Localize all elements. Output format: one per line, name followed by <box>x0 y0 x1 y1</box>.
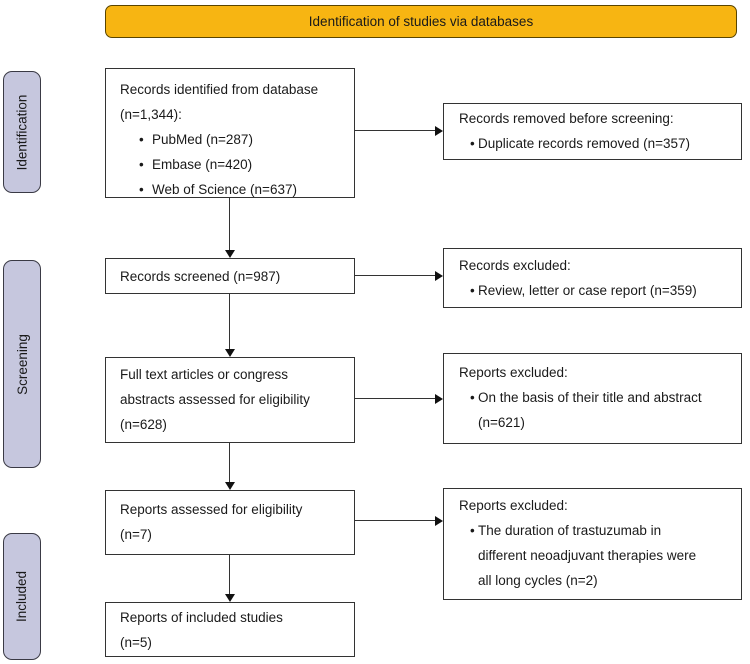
reports-excluded-ta-bullet-line1: • On the basis of their title and abstract <box>444 385 741 410</box>
stage-included-label: Included <box>14 570 30 623</box>
arrow-right-icon <box>435 516 443 526</box>
connector-identified-to-removed <box>355 130 436 131</box>
arrow-right-icon <box>435 394 443 404</box>
connector-identified-to-screened <box>229 198 230 251</box>
reports-assessed-line2: (n=7) <box>120 527 152 542</box>
reports-excluded-dur-bullet-line3: all long cycles (n=2) <box>478 573 598 588</box>
stage-screening-label: Screening <box>14 333 30 395</box>
reports-excluded-dur-bullet-line2: different neoadjuvant therapies were <box>478 548 697 563</box>
fulltext-line2: abstracts assessed for eligibility <box>120 392 310 407</box>
box-reports-excluded-title-abstract <box>443 353 742 444</box>
banner-identification-via-databases <box>105 5 737 38</box>
reports-included-line1: Reports of included studies <box>120 610 283 625</box>
box-records-excluded <box>443 248 742 308</box>
connector-screened-to-fulltext <box>229 294 230 350</box>
connector-assessed-to-included <box>229 555 230 595</box>
records-identified-bullet-wos: • Web of Science (n=637) <box>106 177 354 202</box>
reports-excluded-ta-bullet-line2: (n=621) <box>478 415 525 430</box>
stage-identification-label: Identification <box>14 94 30 170</box>
connector-fulltext-to-excluded <box>355 398 436 399</box>
arrow-right-icon <box>435 126 443 136</box>
reports-excluded-dur-title: Reports excluded: <box>459 498 568 513</box>
records-excluded-title: Records excluded: <box>459 258 571 273</box>
records-screened-line1: Records screened (n=987) <box>120 268 281 284</box>
reports-included-line2: (n=5) <box>120 635 152 650</box>
arrow-down-icon <box>225 482 235 490</box>
box-records-removed-before-screening <box>443 103 742 160</box>
removed-before-screening-bullet: • Duplicate records removed (n=357) <box>444 131 741 156</box>
fulltext-line3: (n=628) <box>120 417 167 432</box>
records-identified-line1: Records identified from database <box>120 82 319 97</box>
box-reports-included <box>105 602 355 657</box>
records-identified-line2: (n=1,344): <box>120 107 182 122</box>
arrow-down-icon <box>225 250 235 258</box>
box-fulltext-assessed <box>105 357 355 443</box>
box-records-screened <box>105 258 355 294</box>
records-identified-bullet-embase: • Embase (n=420) <box>106 152 354 177</box>
stage-identification <box>3 71 41 193</box>
fulltext-line1: Full text articles or congress <box>120 367 289 382</box>
arrow-down-icon <box>225 349 235 357</box>
connector-assessed-to-excluded <box>355 520 436 521</box>
stage-included <box>3 533 41 660</box>
reports-excluded-ta-title: Reports excluded: <box>459 365 568 380</box>
stage-screening <box>3 260 41 468</box>
removed-before-screening-title: Records removed before screening: <box>459 111 674 126</box>
reports-excluded-dur-bullet-line1: • The duration of trastuzumab in <box>444 518 741 543</box>
records-excluded-bullet: • Review, letter or case report (n=359) <box>444 278 741 303</box>
connector-screened-to-excluded <box>355 275 436 276</box>
connector-fulltext-to-assessed <box>229 443 230 483</box>
box-reports-assessed <box>105 490 355 555</box>
arrow-right-icon <box>435 271 443 281</box>
arrow-down-icon <box>225 594 235 602</box>
records-identified-bullet-pubmed: • PubMed (n=287) <box>106 127 354 152</box>
reports-assessed-line1: Reports assessed for eligibility <box>120 502 303 517</box>
box-reports-excluded-duration <box>443 488 742 600</box>
banner-label: Identification of studies via databases <box>308 14 534 29</box>
box-records-identified <box>105 68 355 198</box>
